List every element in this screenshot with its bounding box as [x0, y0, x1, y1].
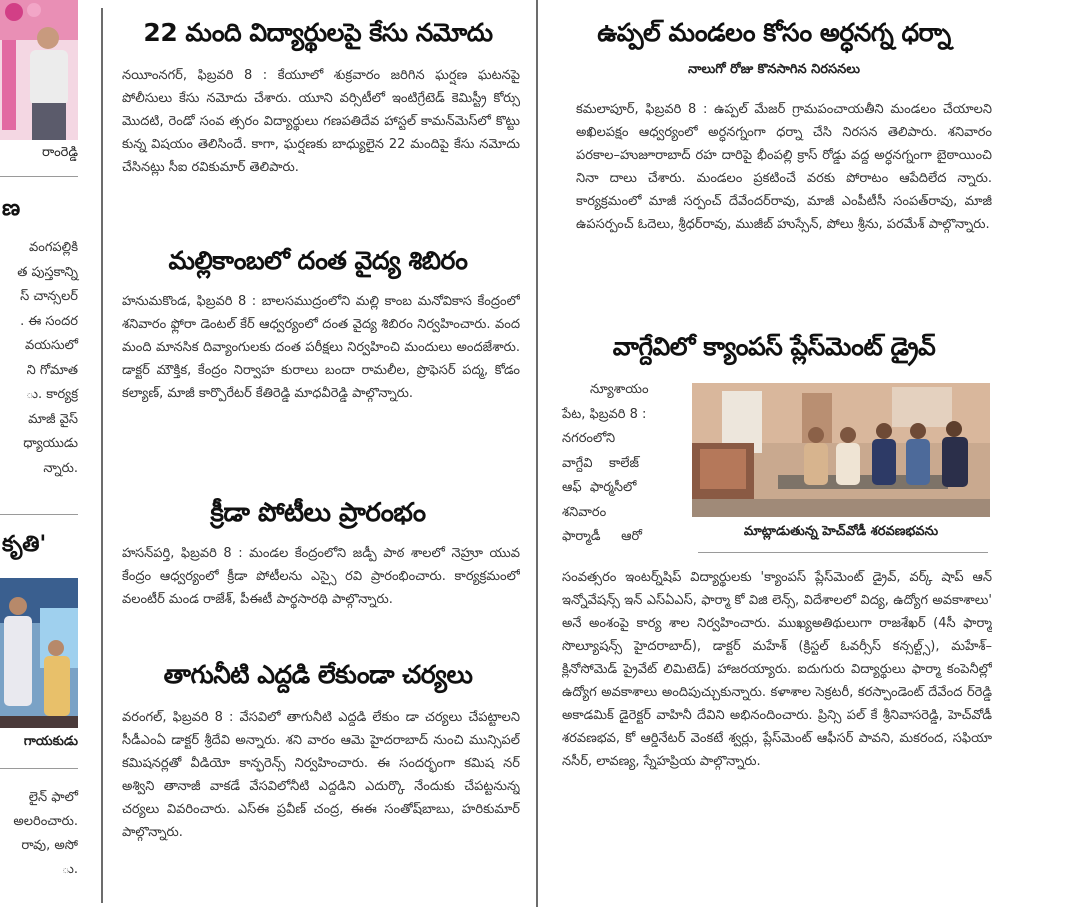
column-1 [112, 0, 524, 907]
article-5-subhead: నాలుగో రోజు కొనసాగిన నిరసనలు [688, 62, 860, 77]
article-1-headline: 22 మంది విద్యార్థులపై కేసు నమోదు [143, 18, 493, 47]
article-2-body: హనుమకొండ, ఫిబ్రవరి 8 : బాలసముద్రంలోని మల్లి కాంబ మనోవికాస కేంద్రంలో శనివారం ఫ్లోరా డెంటల్ కేర్ ఆధ్వర్యంలో దంత వైద్య శిబిరం నిర్వహించారు. వంద మంది మానసిక దివ్యాంగులకు దంత పరీక్షలు నిర్వహించి మందులు అందజేశారు. డాక్టర్ మౌక్తిక, కేంద్రం నిర్వాహ కురాలు బందా రామలీల, ప్రొఫెసర్ పద్మ, కోడం కల్యాణ్, మాజీ కార్పొరేటర్ కేతిరెడ్డి మాధవీరెడ్డి పాల్గొన్నారు. [122, 294, 520, 401]
article-2-headline: మల్లికాంబలో దంత వైద్య శిబిరం [168, 246, 468, 275]
article-5-headline: ఉప్పల్ మండలం కోసం అర్ధనగ్న ధర్నా [597, 18, 951, 47]
column-rule-middle [536, 0, 538, 907]
left-heading-2: కృతి' [2, 532, 47, 557]
left-caption-1: రాంరెడ్డి [42, 145, 78, 160]
left-strip [0, 0, 90, 907]
left-heading-1: ణ [2, 196, 21, 221]
placement-drive-photo [692, 383, 990, 517]
article-3-headline: క్రీడా పోటీలు ప్రారంభం [210, 498, 426, 528]
article-6-headline: వాగ్దేవిలో క్యాంపస్ ప్లేస్‌మెంట్ డ్రైవ్ [612, 332, 936, 361]
article-6-body: సంవత్సరం ఇంటర్న్‌షిప్ విద్యార్థులకు 'క్యాంపస్ ప్లేస్‌మెంట్ డ్రైవ్, వర్క్ షాప్ ఆన్ ఇన్నోవేషన్స్ ఇన్ ఎస్ఏఎస్, ఫార్మా కో విజి లెన్స్, విదేశాలలో విద్య, ఉద్యోగ అవకాశాలు' అనే అంశంపై కార్య శాల నిర్వహించారు. ముఖ్యఅతిథులుగా రాజశేఖర్ (4సీ ఫార్మా సొల్యూషన్స్ హైదరాబాద్), డాక్టర్ మహేశ్ (క్రిస్టల్ ఓవర్సీస్ కన్సల్ట్స్), మహేశ్–క్లినోసోమెడ్ ప్రైవేట్ లిమిటెడ్) హాజరయ్యారు. ఐదుగురు విద్యార్థులు ఫార్మా కంపెనీల్లో ఉద్యోగ అవకాశాలు అందిపుచ్చుకున్నారు. కళాశాల సెక్రటరీ, కరస్పాండెంట్ దేవేంద ర్‌రెడ్డి అకాడమిక్ డైరెక్టర్ వాహినీ దేవిని అభినందించారు. ప్రిన్సి పల్ కే శ్రీనివాసరెడ్డి, హెచ్‌వోడీ శరవణభవ, కో ఆర్డినేటర్ వెంకటే శ్వర్లు, ప్లేస్‌మెంట్ ఆఫీసర్ పావని, మకరంద, సఫియా నసీర్, లావణ్య, స్నేహప్రియ పాల్గొన్నారు. [562, 570, 992, 769]
article-1-body: నయీంనగర్, ఫిబ్రవరి 8 : కేయూలో శుక్రవారం జరిగిన ఘర్షణ ఘటనపై పోలీసులు కేసు నమోదు చేశారు. యూని వర్సిటీలో ఇంటిగ్రేటెడ్ కెమిస్ట్రీ కోర్సు మొదటి, రెండో సంవ త్సరం విద్యార్థులు గణపతిదేవ హాస్టల్ కామన్‌మెస్‌లో కొట్టు కున్న విషయం తెలిసిందే. కాగా, ఘర్షణకు బాధ్యులైన 22 మందిపై కేసు నమోదు చేసినట్లు సీఐ రవికుమార్ తెలిపారు. [122, 68, 520, 175]
left-caption-2: గాయకుడు [23, 734, 78, 749]
article-5-body: కమలాపూర్, ఫిబ్రవరి 8 : ఉప్పల్ మేజర్ గ్రామపంచాయతీని మండలం చేయాలని అఖిలపక్షం ఆధ్వర్యంలో అర్ధనగ్నంగా ధర్నా చేసి నిరసన తెలిపారు. శనివారం పరకాల–హుజూరాబాద్ రహ దారిపై భీంపల్లి క్రాస్ రోడ్డు వద్ద అర్ధనగ్నంగా బైఠాయించి నినా దాలు చేశారు. మండలం ప్రకటించే వరకు పోరాటం ఆపేదిలేద న్నారు. కార్యక్రమంలో మాజీ సర్పంచ్ దేవేందర్‌రావు, మాజీ ఎంపీటీసీ సంపత్‌రావు, మాజీ ఉపసర్పంచ్ ఓదెలు, శ్రీధర్‌రావు, ముజీబ్ హుస్సేన్, పోలు శ్రీను, పరమేశ్ పాల్గొన్నారు. [576, 102, 992, 232]
article-4-headline: తాగునీటి ఎద్దడి లేకుండా చర్యలు [163, 660, 473, 689]
article-3-body: హసన్‌పర్తి, ఫిబ్రవరి 8 : మండల కేంద్రంలోని జడ్పీ పాఠ శాలలో నెహ్రూ యువ కేంద్రం ఆధ్వర్యంలో క్రీడా పోటీలను ఎస్సై రవి ప్రారంభించారు. కార్యక్రమంలో వలంటీర్ మండ రాజేశ్, పీఈటీ పార్థసారథి పాల్గొన్నారు. [122, 546, 520, 607]
article-6-lead: న్యూశాయం పేట, ఫిబ్రవరి 8 : నగరంలోని వాగ్దేవి కాలేజ్ ఆఫ్ ఫార్మసీలో శనివారం ఫార్మాడీ ఆరో [562, 382, 649, 544]
left-lines-2: లైన్ ఫాలో అలరించారు. రావు, అసో ు. [13, 790, 78, 877]
left-photo-2 [0, 578, 78, 728]
article-4-body: వరంగల్, ఫిబ్రవరి 8 : వేసవిలో తాగునీటి ఎద్దడి లేకుం డా చర్యలు చేపట్టాలని సీడీఎంఏ డాక్టర్ శ్రీదేవి అన్నారు. శని వారం ఆమె హైదరాబాద్ నుంచి మున్సిపల్ కమిషనర్లతో వీడియో కాన్ఫరెన్స్ నిర్వహించారు. ఈ సందర్భంగా కమిష నర్ అశ్విని తానాజీ వాకడే వేసవిలోనీటి ఎద్దడిని ఎదుర్కొ నేందుకు చేపట్టనున్న చర్యలు వివరించారు. ఎస్ఈ ప్రవీణ్ చంద్ర, ఈఈ సంతోష్‌బాబు, హరికుమార్ పాల్గొన్నారు. [122, 710, 520, 840]
column-2 [548, 0, 1000, 907]
column-rule-left [101, 8, 103, 903]
left-lines-1: వంగపల్లికి త పుస్తకాన్ని స్ చాన్సలర్ . ఈ సందర వయసులో ని గోమాత ు. కార్యక్ర మాజీ వైస్ ధ్యాయుడు న్నారు. [17, 240, 78, 476]
placement-photo-caption: మాట్లాడుతున్న హెచ్‌వోడీ శరవణభవను [743, 524, 939, 539]
left-photo-1 [0, 0, 78, 140]
